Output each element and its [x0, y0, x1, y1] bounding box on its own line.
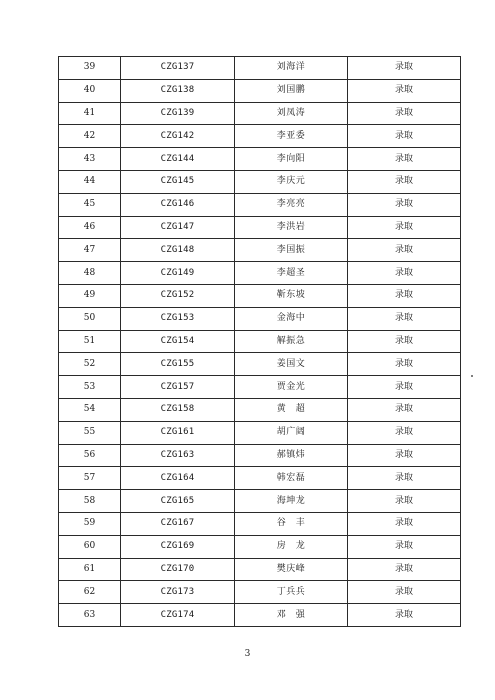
- table-row: [59, 604, 461, 627]
- row-number-cell: 48: [59, 262, 121, 285]
- candidate-id-cell: CZG153: [121, 307, 235, 330]
- candidate-id-cell: CZG137: [121, 57, 235, 80]
- table-row: [59, 79, 461, 102]
- candidate-name-cell: 房 龙: [235, 535, 348, 558]
- candidate-id-cell: CZG157: [121, 376, 235, 399]
- table-row: [59, 148, 461, 171]
- row-number-cell: 41: [59, 102, 121, 125]
- candidate-id-cell: CZG138: [121, 79, 235, 102]
- candidate-name-cell: 李洪岩: [235, 216, 348, 239]
- table-row: [59, 444, 461, 467]
- admission-status-cell: 录取: [348, 79, 461, 102]
- admission-status-cell: 录取: [348, 57, 461, 80]
- admission-status-cell: 录取: [348, 581, 461, 604]
- candidate-id-cell: CZG165: [121, 490, 235, 513]
- candidate-name-cell: 李超圣: [235, 262, 348, 285]
- candidate-name-cell: 刘海洋: [235, 57, 348, 80]
- table-row: [59, 467, 461, 490]
- table-row: [59, 376, 461, 399]
- row-number-cell: 46: [59, 216, 121, 239]
- candidate-id-cell: CZG173: [121, 581, 235, 604]
- table-row: [59, 398, 461, 421]
- page-number: 3: [244, 649, 251, 659]
- row-number-cell: 61: [59, 558, 121, 581]
- table-row: [59, 193, 461, 216]
- admission-status-cell: 录取: [348, 148, 461, 171]
- row-number-cell: 57: [59, 467, 121, 490]
- candidate-name-cell: 邓 强: [235, 604, 348, 627]
- candidate-name-cell: 靳东坡: [235, 284, 348, 307]
- table-row: [59, 535, 461, 558]
- row-number-cell: 42: [59, 125, 121, 148]
- row-number-cell: 40: [59, 79, 121, 102]
- table-row: [59, 558, 461, 581]
- admission-status-cell: 录取: [348, 216, 461, 239]
- candidate-name-cell: 刘凤涛: [235, 102, 348, 125]
- admission-status-cell: 录取: [348, 125, 461, 148]
- table-row: [59, 330, 461, 353]
- candidate-name-cell: 李庆元: [235, 170, 348, 193]
- admission-status-cell: 录取: [348, 239, 461, 262]
- row-number-cell: 58: [59, 490, 121, 513]
- table-row: [59, 262, 461, 285]
- row-number-cell: 47: [59, 239, 121, 262]
- candidate-name-cell: 刘国鹏: [235, 79, 348, 102]
- candidate-id-cell: CZG163: [121, 444, 235, 467]
- candidate-name-cell: 解振急: [235, 330, 348, 353]
- candidate-name-cell: 郝镇炜: [235, 444, 348, 467]
- admission-status-cell: 录取: [348, 398, 461, 421]
- table-row: [59, 512, 461, 535]
- row-number-cell: 62: [59, 581, 121, 604]
- candidate-id-cell: CZG167: [121, 512, 235, 535]
- row-number-cell: 56: [59, 444, 121, 467]
- candidate-id-cell: CZG154: [121, 330, 235, 353]
- table-row: [59, 421, 461, 444]
- candidate-id-cell: CZG149: [121, 262, 235, 285]
- admission-status-cell: 录取: [348, 353, 461, 376]
- candidate-id-cell: CZG169: [121, 535, 235, 558]
- admission-status-cell: 录取: [348, 512, 461, 535]
- admission-status-cell: 录取: [348, 330, 461, 353]
- row-number-cell: 55: [59, 421, 121, 444]
- candidate-name-cell: 海坤龙: [235, 490, 348, 513]
- table-row: [59, 216, 461, 239]
- row-number-cell: 63: [59, 604, 121, 627]
- table-row: [59, 125, 461, 148]
- table-row: [59, 307, 461, 330]
- candidate-name-cell: 黄 超: [235, 398, 348, 421]
- row-number-cell: 49: [59, 284, 121, 307]
- row-number-cell: 54: [59, 398, 121, 421]
- admission-status-cell: 录取: [348, 376, 461, 399]
- candidate-name-cell: 李亮亮: [235, 193, 348, 216]
- candidate-id-cell: CZG142: [121, 125, 235, 148]
- candidate-id-cell: CZG155: [121, 353, 235, 376]
- candidate-id-cell: CZG170: [121, 558, 235, 581]
- candidate-name-cell: 姜国文: [235, 353, 348, 376]
- candidate-id-cell: CZG146: [121, 193, 235, 216]
- candidate-id-cell: CZG164: [121, 467, 235, 490]
- row-number-cell: 52: [59, 353, 121, 376]
- admission-status-cell: 录取: [348, 467, 461, 490]
- admission-status-cell: 录取: [348, 604, 461, 627]
- admission-status-cell: 录取: [348, 262, 461, 285]
- row-number-cell: 60: [59, 535, 121, 558]
- candidate-id-cell: CZG144: [121, 148, 235, 171]
- candidate-name-cell: 金海中: [235, 307, 348, 330]
- candidate-name-cell: 贾金光: [235, 376, 348, 399]
- candidate-name-cell: 谷 丰: [235, 512, 348, 535]
- row-number-cell: 44: [59, 170, 121, 193]
- table-row: [59, 170, 461, 193]
- admission-status-cell: 录取: [348, 535, 461, 558]
- candidate-name-cell: 李向阳: [235, 148, 348, 171]
- scan-speck: [471, 375, 473, 377]
- candidate-name-cell: 樊庆峰: [235, 558, 348, 581]
- candidate-id-cell: CZG139: [121, 102, 235, 125]
- candidate-name-cell: 胡广阔: [235, 421, 348, 444]
- candidate-id-cell: CZG145: [121, 170, 235, 193]
- admission-table: [58, 56, 461, 627]
- row-number-cell: 45: [59, 193, 121, 216]
- admission-status-cell: 录取: [348, 284, 461, 307]
- row-number-cell: 51: [59, 330, 121, 353]
- candidate-id-cell: CZG147: [121, 216, 235, 239]
- admission-status-cell: 录取: [348, 444, 461, 467]
- table-row: [59, 102, 461, 125]
- table-row: [59, 353, 461, 376]
- table-row: [59, 581, 461, 604]
- admission-status-cell: 录取: [348, 558, 461, 581]
- admission-status-cell: 录取: [348, 421, 461, 444]
- row-number-cell: 53: [59, 376, 121, 399]
- admission-status-cell: 录取: [348, 490, 461, 513]
- admission-table-body: [59, 57, 461, 627]
- table-row: [59, 490, 461, 513]
- candidate-name-cell: 丁兵兵: [235, 581, 348, 604]
- table-row: [59, 239, 461, 262]
- candidate-id-cell: CZG174: [121, 604, 235, 627]
- table-row: [59, 284, 461, 307]
- candidate-id-cell: CZG161: [121, 421, 235, 444]
- candidate-id-cell: CZG152: [121, 284, 235, 307]
- table-row: [59, 57, 461, 80]
- row-number-cell: 39: [59, 57, 121, 80]
- admission-status-cell: 录取: [348, 170, 461, 193]
- row-number-cell: 59: [59, 512, 121, 535]
- admission-status-cell: 录取: [348, 102, 461, 125]
- candidate-name-cell: 韩宏磊: [235, 467, 348, 490]
- candidate-id-cell: CZG148: [121, 239, 235, 262]
- admission-status-cell: 录取: [348, 307, 461, 330]
- row-number-cell: 43: [59, 148, 121, 171]
- candidate-name-cell: 李国振: [235, 239, 348, 262]
- row-number-cell: 50: [59, 307, 121, 330]
- candidate-name-cell: 李亚委: [235, 125, 348, 148]
- candidate-id-cell: CZG158: [121, 398, 235, 421]
- admission-status-cell: 录取: [348, 193, 461, 216]
